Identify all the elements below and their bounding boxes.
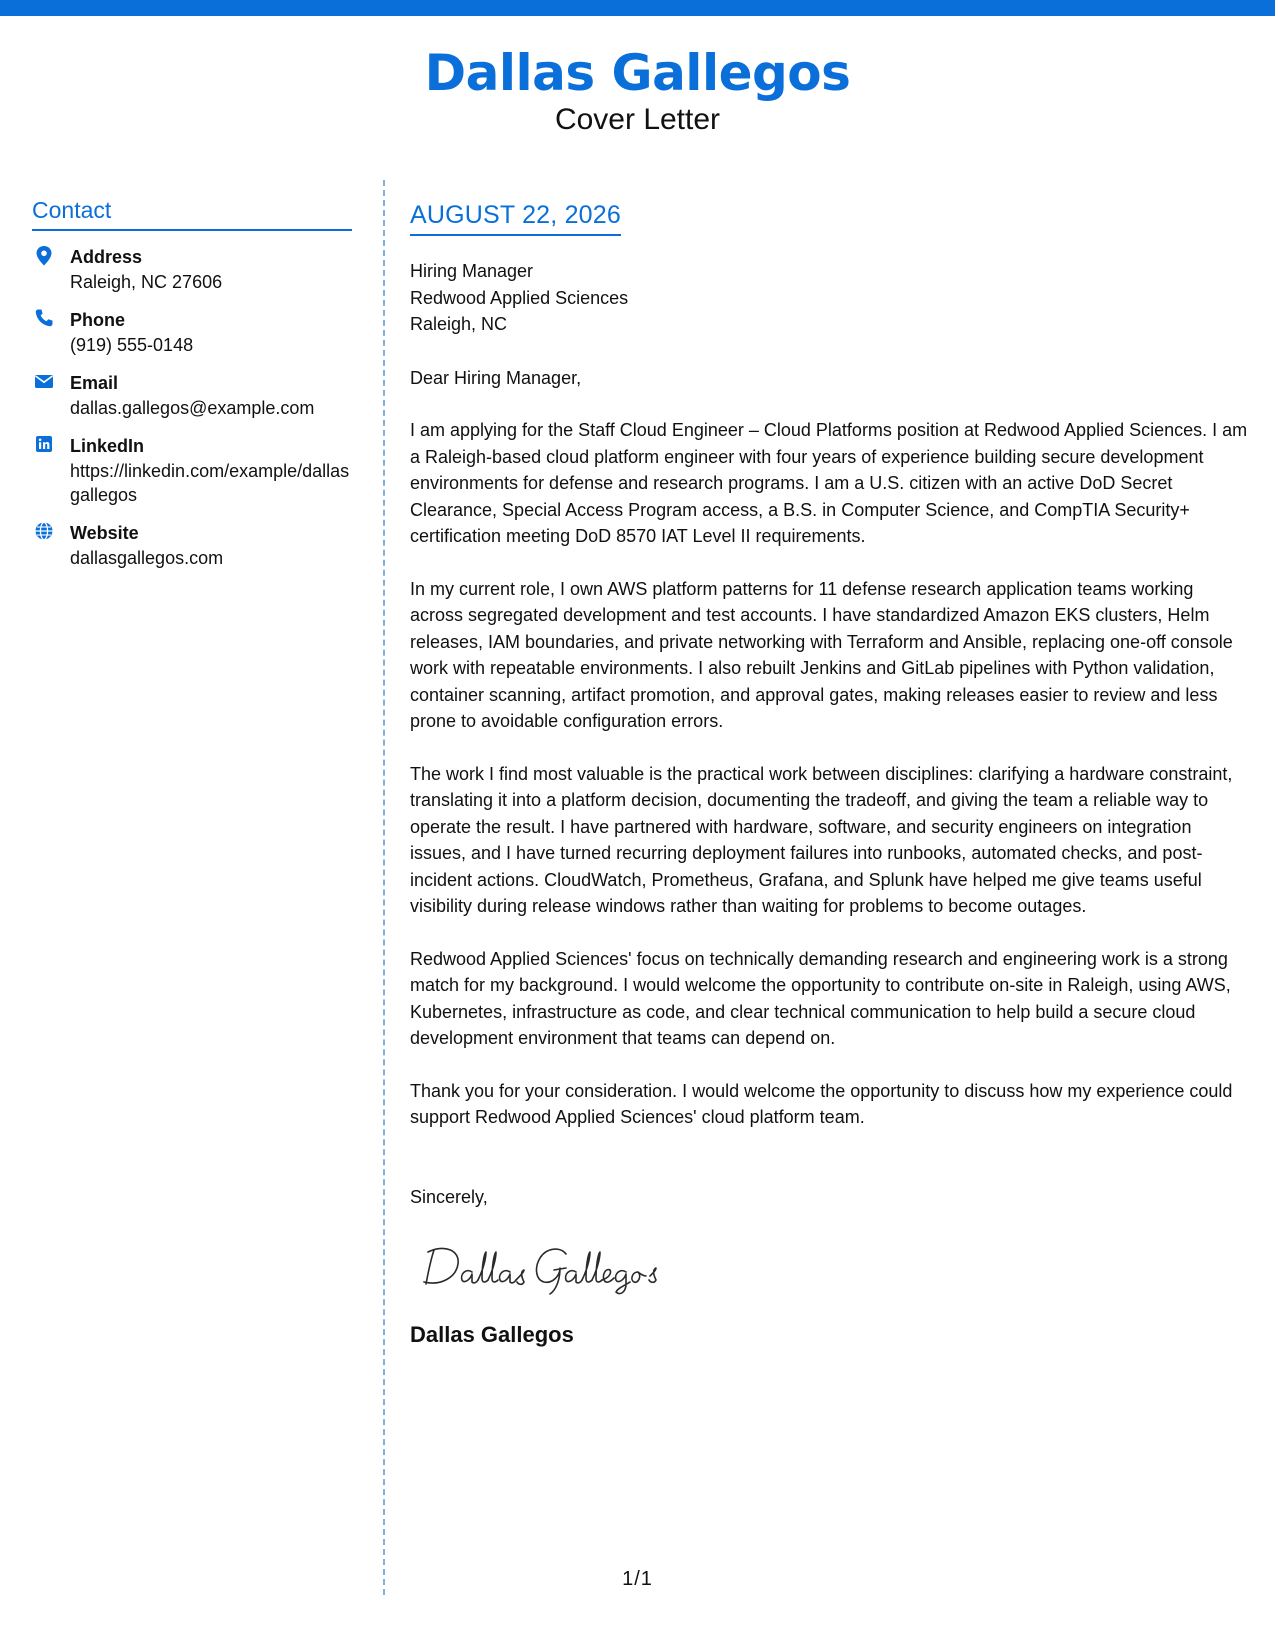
salutation: Dear Hiring Manager, — [410, 367, 582, 388]
phone-icon — [34, 308, 54, 328]
contact-item-email — [32, 371, 352, 420]
contact-sidebar — [32, 195, 352, 584]
contact-value[interactable]: dallas.gallegos@example.com — [70, 398, 315, 418]
letter-paragraph: The work I find most valuable is the practical work between disciplines: clarifying a hardware constraint, translating it into a platform decision, documenting the tradeoff, and giving the team a reliable way to operate the result. I have partnered with hardware, software, and security engineers on integration issues, and I have turned recurring deployment failures into runbooks, automated checks, and post-incident actions. CloudWatch, Prometheus, Grafana, and Splunk have helped me give teams useful visibility during release windows rather than waiting for problems to become outages. — [410, 763, 1233, 916]
letter-body — [410, 198, 1250, 1350]
email-icon — [34, 371, 54, 391]
contact-label: LinkedIn — [70, 436, 145, 456]
letter-paragraph: In my current role, I own AWS platform patterns for 11 defense research application teams working across segregated development and test accounts. I have standardized Amazon EKS clusters, Helm releases, IAM boundaries, and private networking with Terraform and Ansible, replacing one-off console work with repeatable environments. I also rebuilt Jenkins and GitLab pipelines with Python validation, container scanning, artifact promotion, and approval gates, making releases easier to review and less prone to avoidable configuration errors. — [410, 578, 1233, 731]
handwritten-signature — [420, 1232, 1250, 1302]
letter-header — [0, 42, 1275, 138]
contact-value: Raleigh, NC 27606 — [70, 272, 223, 292]
letter-paragraph: I am applying for the Staff Cloud Engineer – Cloud Platforms position at Redwood Applied Sciences. I am a Raleigh-based cloud platform engineer with four years of experience building secure development environments for defense and research programs. I am a U.S. citizen with an active DoD Secret Clearance, Special Access Program access, a B.S. in Computer Science, and CompTIA Security+ certification meeting DoD 8570 IAT Level II requirements. — [410, 420, 1248, 546]
contact-label: Phone — [70, 310, 126, 330]
column-divider — [383, 180, 385, 1595]
page-number: 1/1 — [622, 1568, 653, 1590]
letter-date: AUGUST 22, 2026 — [410, 198, 621, 236]
contact-value[interactable]: https://linkedin.com/example/dallasgallegos — [70, 461, 350, 505]
contact-label: Address — [70, 247, 143, 267]
recipient-block — [410, 258, 1250, 338]
recipient-line: Raleigh, NC — [410, 314, 508, 334]
contact-item-address — [32, 245, 352, 294]
signer-name: Dallas Gallegos — [410, 1322, 574, 1347]
closing: Sincerely, — [410, 1186, 488, 1207]
letter-paragraph: Thank you for your consideration. I would welcome the opportunity to discuss how my experience could support Redwood Applied Sciences' cloud platform team. — [410, 1080, 1233, 1127]
applicant-name: Dallas Gallegos — [424, 44, 851, 102]
contact-item-website — [32, 521, 352, 570]
linkedin-icon — [34, 434, 54, 454]
recipient-line: Hiring Manager — [410, 261, 534, 281]
location-pin-icon — [34, 245, 54, 265]
contact-value: (919) 555-0148 — [70, 335, 194, 355]
contact-label: Email — [70, 373, 119, 393]
top-accent-bar — [0, 0, 1275, 16]
document-subtitle: Cover Letter — [554, 103, 721, 136]
contact-value[interactable]: dallasgallegos.com — [70, 548, 224, 568]
contact-section-title: Contact — [32, 195, 352, 231]
contact-item-linkedin — [32, 434, 352, 507]
recipient-line: Redwood Applied Sciences — [410, 287, 629, 308]
contact-label: Website — [70, 523, 139, 543]
contact-item-phone — [32, 308, 352, 357]
globe-icon — [34, 521, 54, 541]
letter-paragraph: Redwood Applied Sciences' focus on technically demanding research and engineering work is a strong match for my background. I would welcome the opportunity to contribute on-site in Raleigh, using AWS, Kubernetes, infrastructure as code, and clear technical communication to help build a secure cloud development environment that teams can depend on. — [410, 948, 1231, 1048]
